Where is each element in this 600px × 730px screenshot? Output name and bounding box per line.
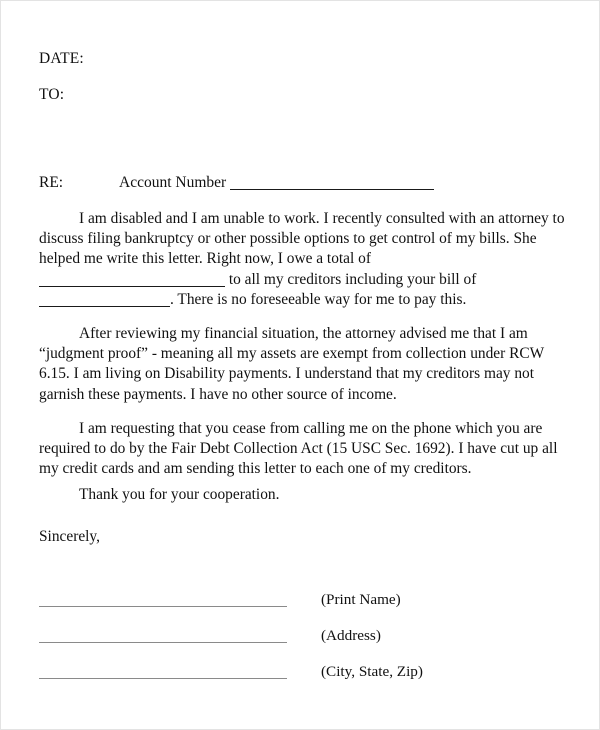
city-state-zip-line[interactable] <box>39 678 287 679</box>
address-line[interactable] <box>39 642 287 643</box>
account-number-label: Account Number <box>119 174 227 191</box>
signature-row <box>39 659 567 695</box>
to-label: TO: <box>39 86 65 103</box>
signature-block <box>39 587 567 695</box>
date-label: DATE: <box>39 50 84 67</box>
closing-block <box>39 485 567 547</box>
paragraph-1-text-c: . There is no foreseeable way for me to pay this. <box>170 290 467 308</box>
signature-row <box>39 587 567 623</box>
paragraph-1 <box>39 209 569 310</box>
re-label: RE: <box>39 174 64 191</box>
thank-you-line: Thank you for your cooperation. <box>79 486 280 503</box>
paragraph-1-text-b: to all my creditors including your bill of <box>228 270 477 288</box>
total-owed-blank[interactable] <box>39 286 225 287</box>
re-row <box>39 173 567 193</box>
paragraph-1-text-a: I am disabled and I am unable to work. I recently consulted with an attorney to discuss filing bankruptcy or other possible options to get control of my bills. She helped me write this letter. Right now, I owe a total of <box>39 210 565 268</box>
account-number-blank[interactable] <box>230 189 434 190</box>
letter-body <box>39 209 569 493</box>
paragraph-3: I am requesting that you cease from calling me on the phone which you are required to do by the Fair Debt Collection Act (15 USC Sec. 1692). I have cut up all my credit cards and am sending this letter to each one of my creditors. <box>39 419 558 478</box>
paragraph-2: After reviewing my financial situation, the attorney advised me that I am “judgment proof” - meaning all my assets are exempt from collection under RCW 6.15. I am living on Disability payments. I understand that my creditors may not garnish these payments. I have no other source of income. <box>39 325 544 403</box>
sign-off-line: Sincerely, <box>39 528 100 545</box>
print-name-line[interactable] <box>39 606 287 607</box>
print-name-label: (Print Name) <box>321 591 401 608</box>
city-state-zip-label: (City, State, Zip) <box>321 663 423 680</box>
your-bill-blank[interactable] <box>39 306 170 307</box>
address-label: (Address) <box>321 627 381 644</box>
signature-row <box>39 623 567 659</box>
